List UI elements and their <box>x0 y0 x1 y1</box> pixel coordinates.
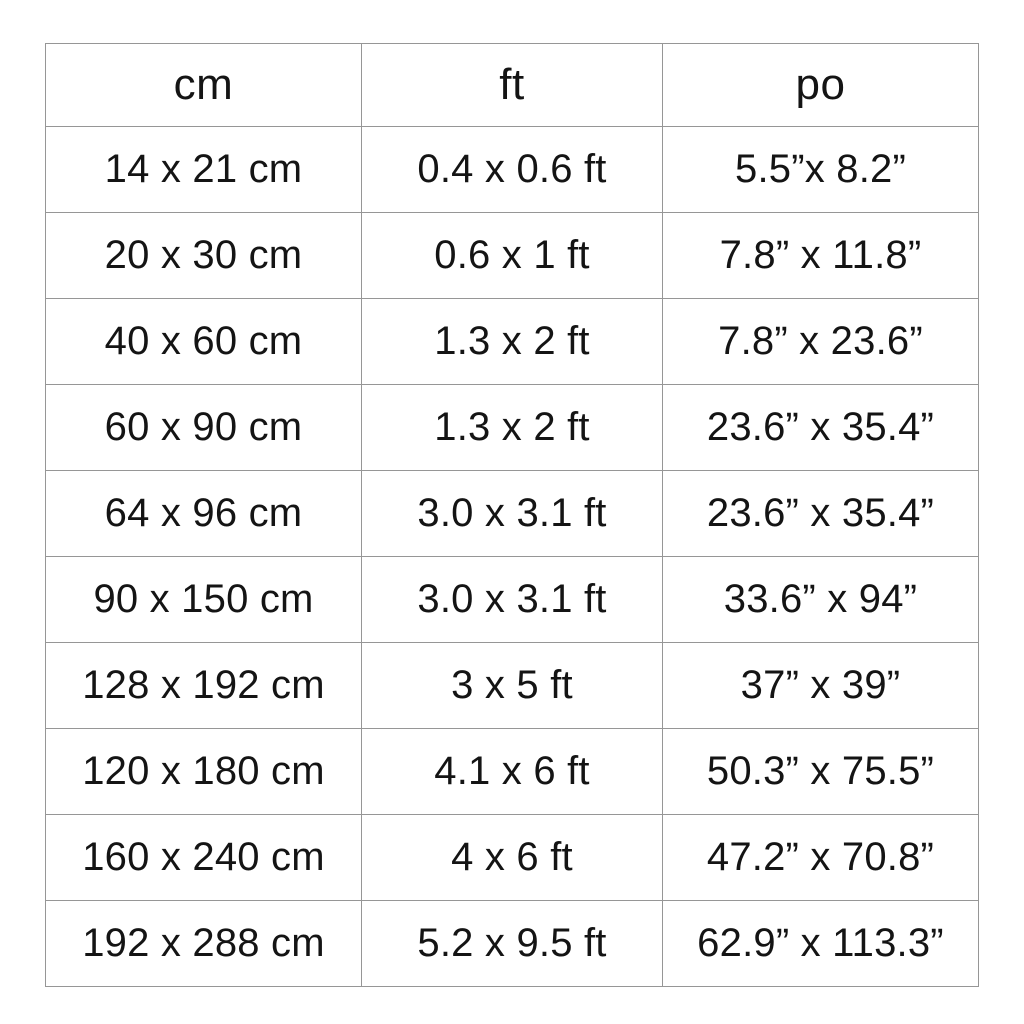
column-header-cm: cm <box>46 44 362 127</box>
table-row <box>46 815 979 901</box>
cell-cm: 192 x 288 cm <box>46 901 362 987</box>
cell-cm: 14 x 21 cm <box>46 127 362 213</box>
cell-ft: 3.0 x 3.1 ft <box>362 557 663 643</box>
cell-cm: 90 x 150 cm <box>46 557 362 643</box>
table-row <box>46 901 979 987</box>
cell-ft: 4.1 x 6 ft <box>362 729 663 815</box>
header-row <box>46 44 979 127</box>
cell-po: 7.8” x 23.6” <box>663 299 979 385</box>
cell-po: 37” x 39” <box>663 643 979 729</box>
cell-ft: 1.3 x 2 ft <box>362 299 663 385</box>
column-header-ft: ft <box>362 44 663 127</box>
cell-ft: 5.2 x 9.5 ft <box>362 901 663 987</box>
cell-ft: 3 x 5 ft <box>362 643 663 729</box>
cell-ft: 0.4 x 0.6 ft <box>362 127 663 213</box>
table-row <box>46 299 979 385</box>
cell-cm: 20 x 30 cm <box>46 213 362 299</box>
cell-po: 50.3” x 75.5” <box>663 729 979 815</box>
cell-ft: 4 x 6 ft <box>362 815 663 901</box>
cell-po: 62.9” x 113.3” <box>663 901 979 987</box>
table-row <box>46 213 979 299</box>
column-header-po: po <box>663 44 979 127</box>
size-conversion-table-container <box>45 43 978 978</box>
cell-cm: 60 x 90 cm <box>46 385 362 471</box>
cell-cm: 64 x 96 cm <box>46 471 362 557</box>
cell-po: 23.6” x 35.4” <box>663 385 979 471</box>
cell-ft: 3.0 x 3.1 ft <box>362 471 663 557</box>
cell-po: 23.6” x 35.4” <box>663 471 979 557</box>
table-row <box>46 557 979 643</box>
cell-po: 5.5”x 8.2” <box>663 127 979 213</box>
table-row <box>46 729 979 815</box>
cell-ft: 0.6 x 1 ft <box>362 213 663 299</box>
size-conversion-table <box>45 43 979 987</box>
cell-cm: 120 x 180 cm <box>46 729 362 815</box>
cell-cm: 40 x 60 cm <box>46 299 362 385</box>
cell-ft: 1.3 x 2 ft <box>362 385 663 471</box>
cell-po: 47.2” x 70.8” <box>663 815 979 901</box>
table-row <box>46 471 979 557</box>
table-row <box>46 385 979 471</box>
cell-cm: 128 x 192 cm <box>46 643 362 729</box>
table-row <box>46 643 979 729</box>
cell-po: 33.6” x 94” <box>663 557 979 643</box>
cell-po: 7.8” x 11.8” <box>663 213 979 299</box>
table-row <box>46 127 979 213</box>
cell-cm: 160 x 240 cm <box>46 815 362 901</box>
